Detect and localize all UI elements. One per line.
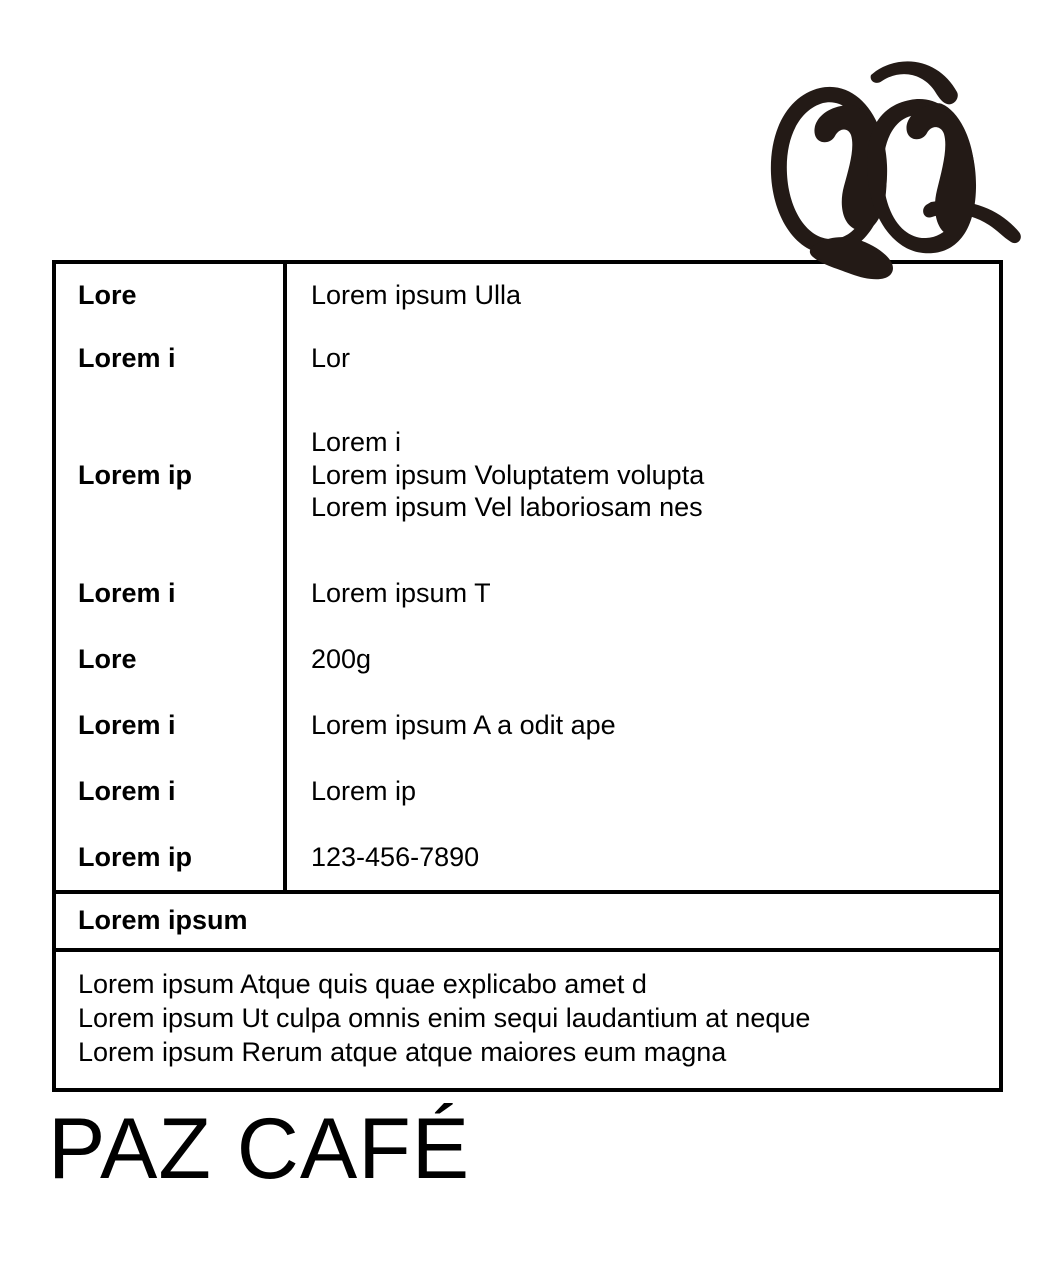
table-row: [56, 326, 999, 390]
spec-label: Lorem i: [78, 709, 176, 740]
spec-value-cell: [285, 264, 999, 326]
spec-value-line: Lorem i: [311, 426, 402, 457]
spec-value-line: Lorem ip: [311, 775, 417, 806]
spec-label-cell: [56, 390, 285, 560]
spec-value-line: 123-456-7890: [311, 841, 480, 872]
spec-label-cell: [56, 824, 285, 890]
spec-label-cell: [56, 692, 285, 758]
spec-value: [287, 577, 999, 610]
table-row: [56, 692, 999, 758]
cartoon-eyes-illustration: [745, 40, 1025, 285]
spec-label: Lore: [78, 279, 137, 310]
section-title: Lorem ipsum: [56, 890, 999, 948]
spec-value: [287, 643, 999, 676]
spec-value: [287, 841, 999, 874]
table-row: [56, 390, 999, 560]
spec-value-cell: [285, 626, 999, 692]
section-body-line: Lorem ipsum Atque quis quae explicabo amet d: [78, 969, 647, 1000]
spec-value-line: Lorem ipsum A a odit ape: [311, 709, 616, 740]
spec-label-cell: [56, 264, 285, 326]
spec-table: [56, 264, 999, 890]
spec-label-cell: [56, 758, 285, 824]
spec-value-cell: [285, 390, 999, 560]
table-row: [56, 626, 999, 692]
product-spec-card: [52, 260, 1003, 1092]
spec-label: Lorem ip: [78, 459, 193, 490]
table-row: [56, 758, 999, 824]
left-eye-outline: [771, 87, 887, 254]
spec-value-line: Lorem ipsum Voluptatem volupta: [311, 459, 705, 490]
section-body-line: Lorem ipsum Ut culpa omnis enim sequi laudantium at neque: [78, 1003, 811, 1034]
right-eye-outline: [867, 99, 976, 253]
spec-table-body: [56, 264, 999, 890]
left-eye-pupil: [814, 105, 886, 231]
spec-value-line: Lorem ipsum T: [311, 577, 491, 608]
cartoon-eyes-logo: [745, 40, 1025, 285]
spec-label-cell: [56, 560, 285, 626]
spec-value: [287, 709, 999, 742]
spec-label: Lorem i: [78, 577, 176, 608]
spec-value: [287, 426, 999, 525]
eyebrow-arc: [871, 61, 958, 104]
section-body-line: Lorem ipsum Rerum atque atque maiores eum magna: [78, 1036, 727, 1067]
spec-label-cell: [56, 626, 285, 692]
spec-label: Lorem i: [78, 775, 176, 806]
spec-value-line: 200g: [311, 643, 372, 674]
right-eye-pupil: [906, 103, 975, 236]
spec-label: Lore: [78, 643, 137, 674]
spec-value: [287, 342, 999, 375]
eyes-ink-group: [771, 61, 1021, 279]
cheek-flourish-arc: [923, 201, 1021, 243]
table-row: [56, 824, 999, 890]
spec-value: [287, 279, 999, 312]
spec-label-cell: [56, 326, 285, 390]
spec-value-cell: [285, 758, 999, 824]
spec-label: Lorem ip: [78, 841, 193, 872]
spec-value-cell: [285, 824, 999, 890]
spec-value-line: Lorem ipsum Vel laboriosam nes: [311, 492, 703, 523]
table-row: [56, 264, 999, 326]
spec-value-cell: [285, 692, 999, 758]
spec-value-cell: [285, 560, 999, 626]
spec-value-line: Lorem ipsum Ulla: [311, 279, 522, 310]
spec-value: [287, 775, 999, 808]
spec-label: Lorem i: [78, 342, 176, 373]
spec-value-line: Lor: [311, 342, 351, 373]
table-row: [56, 560, 999, 626]
brand-wordmark: PAZ CAFÉ: [48, 1101, 471, 1197]
spec-value-cell: [285, 326, 999, 390]
section-body: [56, 948, 999, 1087]
